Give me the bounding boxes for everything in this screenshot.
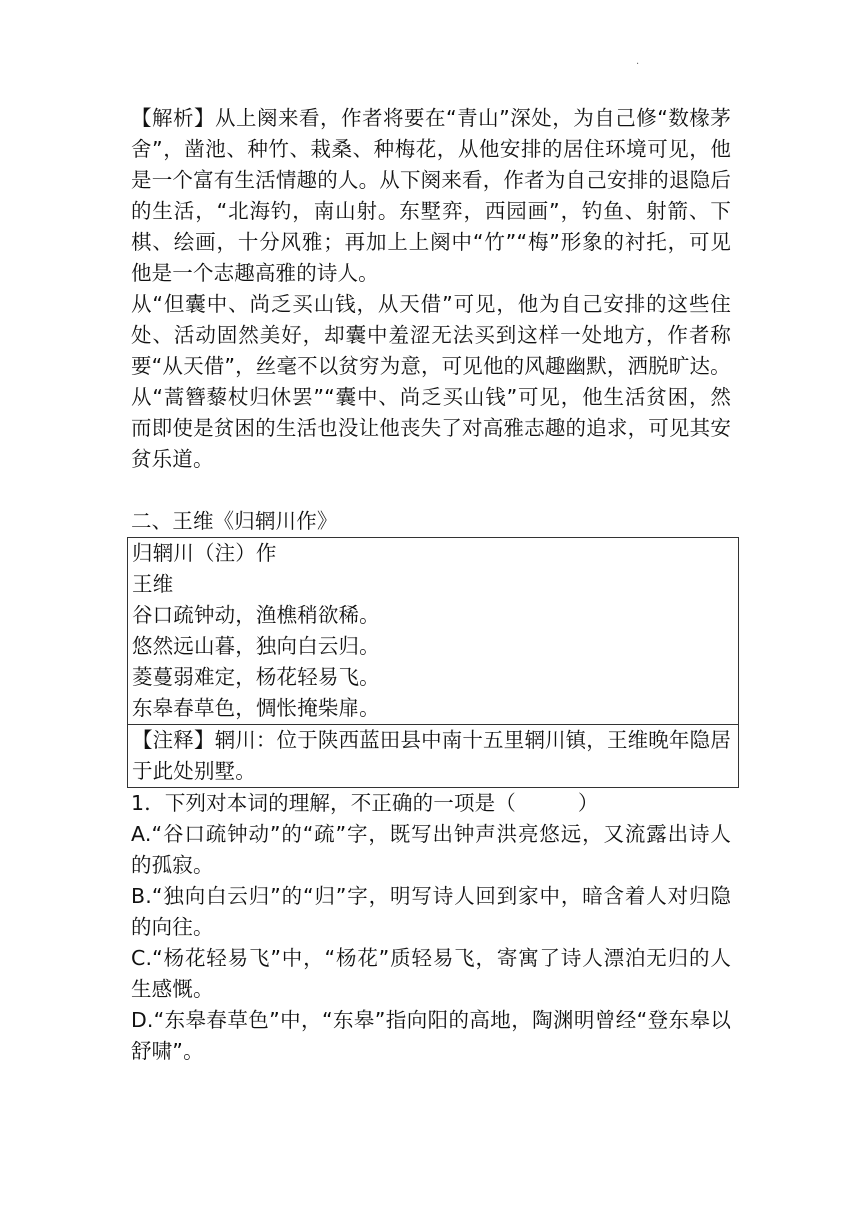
section-title: 二、王维《归辋川作》	[131, 509, 338, 533]
question-stem: 1．下列对本词的理解，不正确的一项是（ ）	[131, 791, 599, 815]
option-d: D.“东皋春草色”中，“东皋”指向阳的高地，陶渊明曾经“登东皋以舒啸”。	[131, 1008, 731, 1063]
analysis-paragraph-2: 从“但囊中、尚乏买山钱，从天借”可见，他为自己安排的这些住处、活动固然美好，却囊中羞涩无法买到这样一处地方，作者称要“从天借”，丝毫不以贫穷为意，可见他的风趣幽默，洒脱旷达。	[131, 292, 731, 378]
poem-line-1: 谷口疏钟动，渔樵稍欲稀。	[132, 603, 380, 627]
poem-line-4: 东皋春草色，惆怅掩柴扉。	[132, 696, 380, 720]
poem-title: 归辋川（注）作	[132, 541, 277, 565]
poem-author: 王维	[132, 572, 174, 596]
option-a: A.“谷口疏钟动”的“疏”字，既写出钟声洪亮悠远，又流露出诗人的孤寂。	[131, 822, 731, 877]
analysis-paragraph-1: 【解析】从上阕来看，作者将要在“青山”深处，为自己修“数椽茅舍”，凿池、种竹、栽桑、种梅花，从他安排的居住环境可见，他是一个富有生活情趣的人。从下阕来看，作者为自己安排的退隐后的生活，“北海钓，南山射。东墅弈，西园画”，钓鱼、射箭、下棋、绘画，十分风雅；再加上上阕中“竹”“梅”形象的衬托，可见他是一个志趣高雅的诗人。	[131, 106, 731, 285]
analysis-paragraph-3: 从“蒿簪藜杖归休罢”“囊中、尚乏买山钱”可见，他生活贫困，然而即使是贫困的生活也没让他丧失了对高雅志趣的追求，可见其安贫乐道。	[131, 385, 731, 471]
option-c: C.“杨花轻易飞”中，“杨花”质轻易飞，寄寓了诗人漂泊无归的人生感慨。	[131, 946, 731, 1001]
header-dot: .	[636, 56, 640, 67]
poem-line-3: 菱蔓弱难定，杨花轻易飞。	[132, 665, 380, 689]
poem-note-cell	[128, 724, 738, 787]
option-b: B.“独向白云归”的“归”字，明写诗人回到家中，暗含着人对归隐的向往。	[131, 884, 731, 939]
document-body	[131, 103, 731, 1067]
poem-note: 【注释】辋川：位于陕西蓝田县中南十五里辋川镇，王维晚年隐居于此处别墅。	[132, 728, 731, 783]
poem-line-2: 悠然远山暮，独向白云归。	[132, 634, 380, 658]
poem-table	[127, 537, 739, 788]
blank-line	[131, 475, 731, 506]
